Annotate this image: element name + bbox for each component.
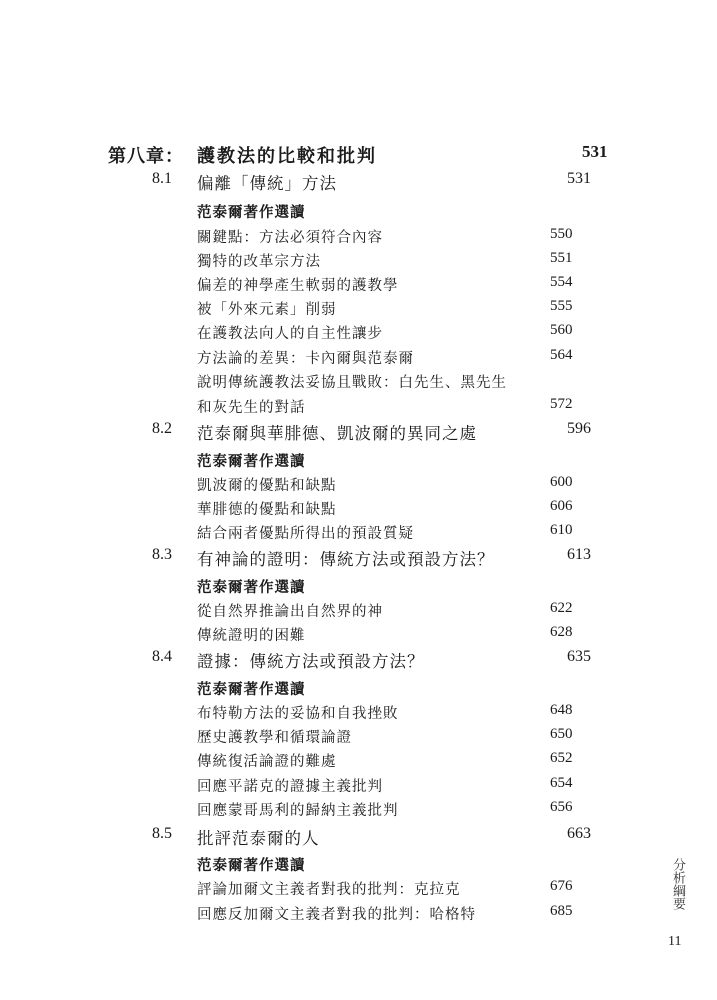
- subheading-row: [0, 678, 717, 702]
- section-page: 613: [567, 546, 591, 563]
- toc-entry: [0, 298, 717, 322]
- entry-page: 685: [550, 903, 573, 919]
- subheading-row: [0, 576, 717, 600]
- toc-entry: [0, 250, 717, 274]
- section-title: 證據：傳統方法或預設方法？: [197, 652, 425, 671]
- entry-title: 結合兩者優點所得出的預設質疑: [197, 526, 414, 542]
- section-number: 8.3: [152, 546, 172, 563]
- section-page: 663: [567, 825, 591, 842]
- readings-subheading: 范泰爾著作選讀: [197, 205, 306, 221]
- toc-entry: [0, 474, 717, 498]
- toc-entry: [0, 396, 717, 420]
- chapter-title: 護教法的比較和批判: [197, 146, 377, 167]
- section-row: [0, 825, 717, 849]
- toc-entry: [0, 322, 717, 346]
- chapter-label: 第八章：: [108, 146, 184, 167]
- section-page: 635: [567, 648, 591, 665]
- section-title: 有神論的證明：傳統方法或預設方法？: [197, 550, 495, 569]
- page-number: 11: [668, 934, 682, 949]
- entry-title: 偏差的神學產生軟弱的護教學: [197, 278, 399, 294]
- entry-title: 被「外來元素」削弱: [197, 302, 337, 318]
- toc-entry: [0, 903, 717, 927]
- readings-subheading: 范泰爾著作選讀: [197, 580, 306, 596]
- section-title: 批評范泰爾的人: [197, 829, 320, 848]
- toc-entry: [0, 878, 717, 902]
- entry-page: 554: [550, 274, 573, 290]
- entry-title: 在護教法向人的自主性讓步: [197, 326, 383, 342]
- toc-entry: [0, 600, 717, 624]
- entry-page: 606: [550, 498, 573, 514]
- section-page: 531: [567, 170, 591, 187]
- readings-subheading: 范泰爾著作選讀: [197, 454, 306, 470]
- entry-title: 回應蒙哥馬利的歸納主義批判: [197, 803, 399, 819]
- entry-title: 獨特的改革宗方法: [197, 254, 321, 270]
- entry-title: 回應平諾克的證據主義批判: [197, 779, 383, 795]
- toc-entry: [0, 371, 717, 395]
- entry-page: 622: [550, 600, 573, 616]
- subheading-row: [0, 450, 717, 474]
- subheading-row: [0, 854, 717, 878]
- entry-page: 572: [550, 396, 573, 412]
- section-row: [0, 546, 717, 570]
- entry-page: 551: [550, 250, 573, 266]
- entry-page: 654: [550, 775, 573, 791]
- section-title: 偏離「傳統」方法: [197, 174, 337, 193]
- toc-entry: [0, 274, 717, 298]
- toc-entry: [0, 498, 717, 522]
- entry-page: 648: [550, 702, 573, 718]
- entry-title: 評論加爾文主義者對我的批判：克拉克: [197, 882, 461, 898]
- entry-title: 和灰先生的對話: [197, 400, 306, 416]
- entry-page: 628: [550, 624, 573, 640]
- toc-entry: [0, 750, 717, 774]
- entry-page: 676: [550, 878, 573, 894]
- subheading-row: [0, 201, 717, 225]
- section-number: 8.5: [152, 825, 172, 842]
- readings-subheading: 范泰爾著作選讀: [197, 682, 306, 698]
- entry-title: 方法論的差異：卡內爾與范泰爾: [197, 351, 414, 367]
- entry-page: 564: [550, 347, 573, 363]
- readings-subheading: 范泰爾著作選讀: [197, 858, 306, 874]
- entry-title: 說明傳統護教法妥協且戰敗：白先生、黑先生: [197, 375, 507, 391]
- section-title: 范泰爾與華腓德、凱波爾的異同之處: [197, 424, 477, 443]
- entry-page: 656: [550, 799, 573, 815]
- toc-entry: [0, 347, 717, 371]
- section-number: 8.1: [152, 170, 172, 187]
- section-number: 8.4: [152, 648, 172, 665]
- section-row: [0, 648, 717, 672]
- entry-page: 550: [550, 226, 573, 242]
- entry-page: 560: [550, 322, 573, 338]
- entry-title: 歷史護教學和循環論證: [197, 730, 352, 746]
- entry-title: 關鍵點：方法必須符合內容: [197, 230, 383, 246]
- toc-entry: [0, 702, 717, 726]
- entry-page: 650: [550, 726, 573, 742]
- toc-entry: [0, 726, 717, 750]
- entry-page: 610: [550, 522, 573, 538]
- section-page: 596: [567, 420, 591, 437]
- entry-page: 652: [550, 750, 573, 766]
- chapter-row: [0, 142, 717, 166]
- toc-entry: [0, 624, 717, 648]
- section-row: [0, 170, 717, 194]
- section-number: 8.2: [152, 420, 172, 437]
- running-section-label: 分析綱要: [670, 858, 685, 910]
- entry-title: 傳統復活論證的難處: [197, 754, 337, 770]
- entry-title: 凱波爾的優點和缺點: [197, 478, 337, 494]
- toc-entry: [0, 799, 717, 823]
- toc-entry: [0, 226, 717, 250]
- toc-entry: [0, 775, 717, 799]
- entry-page: 555: [550, 298, 573, 314]
- entry-title: 從自然界推論出自然界的神: [197, 604, 383, 620]
- entry-title: 傳統證明的困難: [197, 628, 306, 644]
- chapter-page: 531: [582, 142, 608, 161]
- entry-page: 600: [550, 474, 573, 490]
- section-row: [0, 420, 717, 444]
- toc-entry: [0, 522, 717, 546]
- entry-title: 布特勒方法的妥協和自我挫敗: [197, 706, 399, 722]
- entry-title: 華腓德的優點和缺點: [197, 502, 337, 518]
- entry-title: 回應反加爾文主義者對我的批判：哈格特: [197, 907, 476, 923]
